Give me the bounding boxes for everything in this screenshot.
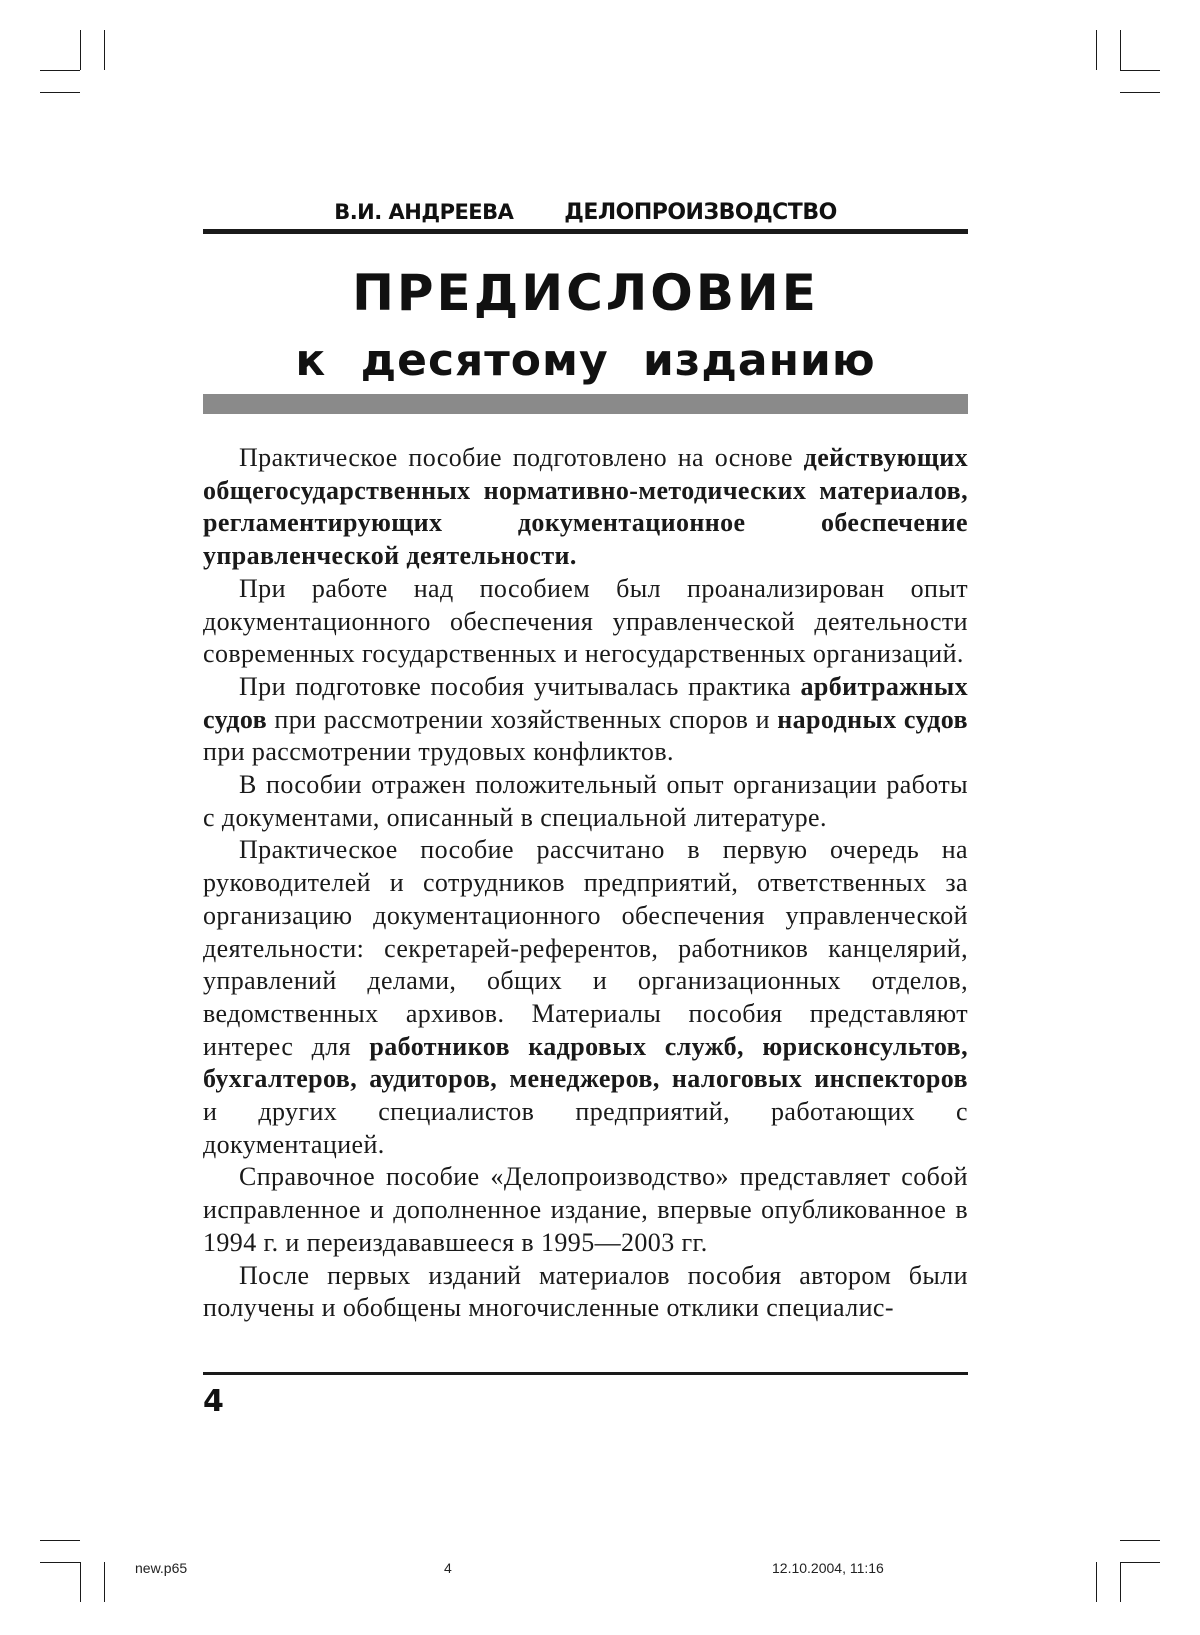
paragraph xyxy=(203,442,968,573)
slug-page: 4 xyxy=(444,1560,452,1576)
paragraph xyxy=(203,834,968,1161)
title-divider-bar xyxy=(203,394,968,414)
paragraph-bold-run: народных судов xyxy=(777,704,968,734)
page-subtitle: к десятому изданию xyxy=(295,335,876,386)
paragraph-bold-run: действующих общегосударственных нормативно-методических материалов, регламентирующих документационное обеспечение управленческой деятельности. xyxy=(203,443,968,571)
paragraph-run: При работе над пособием был проанализирован опыт документационного обеспечения управленческой деятельности современных государственных и негосударственных организаций. xyxy=(203,573,968,669)
header-rule xyxy=(203,229,968,234)
page-number: 4 xyxy=(203,1384,224,1419)
running-head-author: В.И. АНДРЕЕВА xyxy=(334,200,514,224)
paragraph-run: и других специалистов предприятий, работающих с документацией. xyxy=(203,1097,968,1159)
paragraph-run: В пособии отражен положительный опыт организации работы с документами, описанный в специальной литературе. xyxy=(203,770,968,832)
paragraph xyxy=(203,671,968,769)
slug-datetime: 12.10.2004, 11:16 xyxy=(772,1560,884,1576)
paragraph-run: После первых изданий материалов пособия автором были получены и обобщены многочисленные отклики специалис- xyxy=(203,1260,968,1323)
paragraph-run: при рассмотрении трудовых конфликтов. xyxy=(203,737,674,767)
running-head-book-title: ДЕЛОПРОИЗВОДСТВО xyxy=(564,200,837,225)
paragraph-run: Практическое пособие подготовлено на основе xyxy=(239,443,804,472)
slug-file: new.p65 xyxy=(135,1560,188,1576)
paragraph-run: При подготовке пособия учитывалась практика xyxy=(239,671,801,701)
paragraph-run: Справочное пособие «Делопроизводство» представляет собой исправленное и дополненное издание, впервые опубликованное в 1994 г. и переиздававшееся в 1995—2003 гг. xyxy=(203,1162,968,1257)
paragraph xyxy=(203,1161,968,1259)
paragraph-bold-run: арбитражных судов xyxy=(203,671,968,734)
paragraph xyxy=(203,1260,968,1325)
paragraph xyxy=(203,769,968,834)
paragraph-bold-run: работников кадровых служб, юрисконсультов, бухгалтеров, аудиторов, менеджеров, налоговых инспекторов xyxy=(203,1031,968,1094)
paragraph-run: при рассмотрении хозяйственных споров и xyxy=(267,704,778,734)
paragraph xyxy=(203,573,968,671)
body-text xyxy=(203,442,968,1325)
running-head xyxy=(203,200,968,225)
page-title: ПРЕДИСЛОВИЕ xyxy=(352,264,819,322)
footer-rule xyxy=(203,1372,968,1375)
paragraph-run: Практическое пособие рассчитано в первую очередь на руководителей и сотрудников предприятий, ответственных за организацию документационного обеспечения управленческой деятельности: секретарей-референтов, работников канцелярий, управлений делами, общих и организационных отделов, ведомственных архивов. Материалы пособия представляют интерес для xyxy=(203,835,968,1061)
